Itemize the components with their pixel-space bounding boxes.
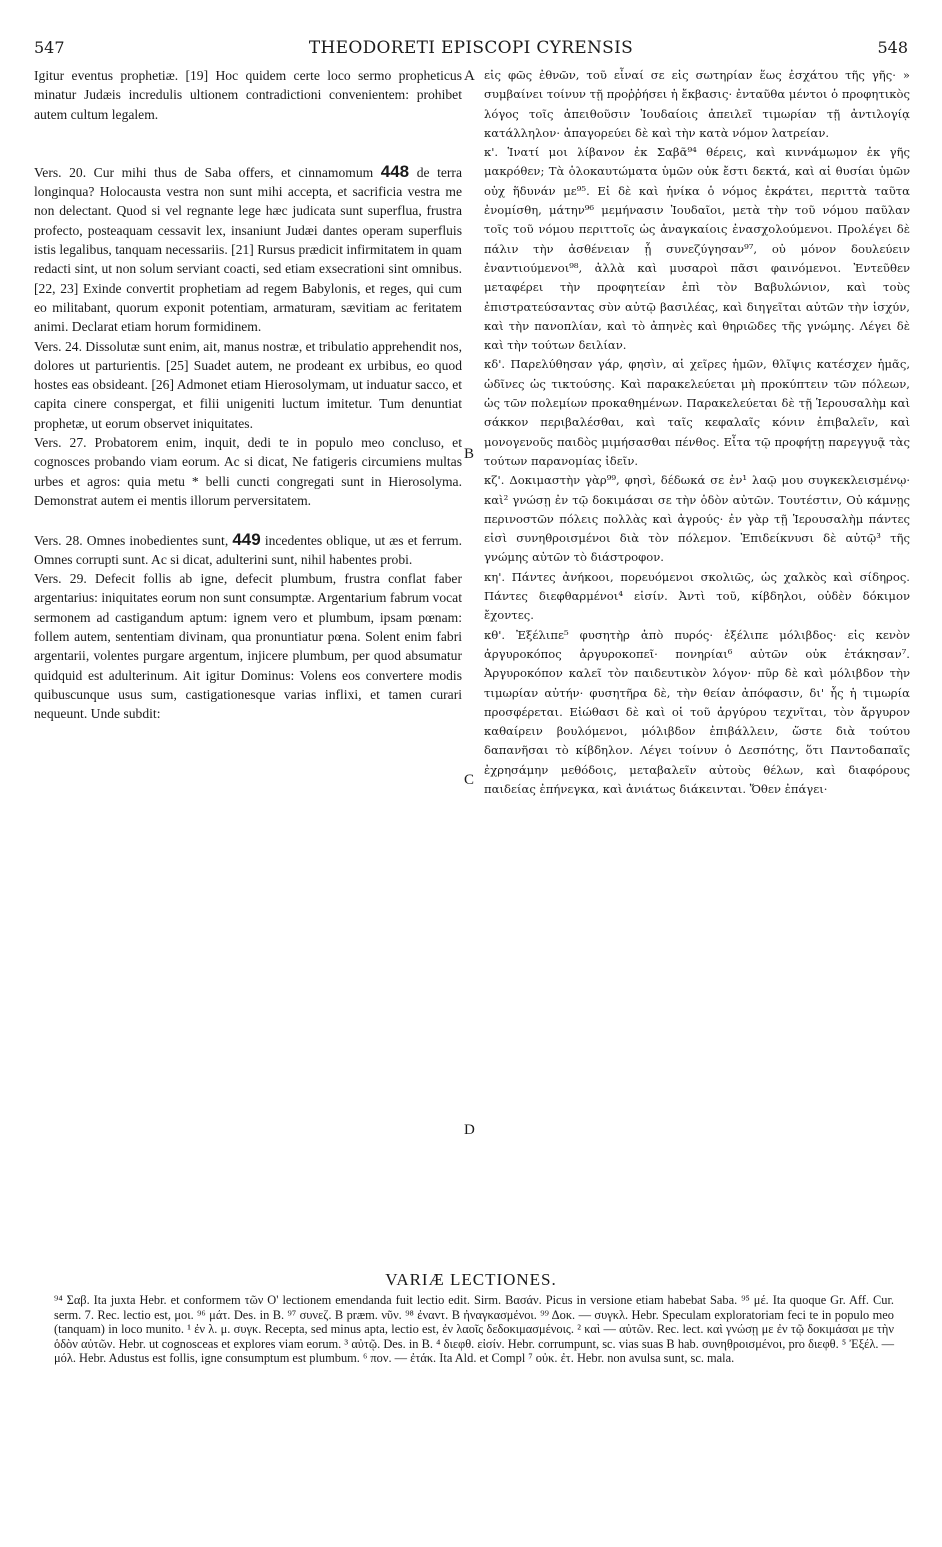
latin-column <box>34 66 462 724</box>
running-title: THEODORETI EPISCOPI CYRENSIS <box>308 38 634 58</box>
latin-paragraph: Vers. 24. Dissolutæ sunt enim, ait, manus nostræ, et tribulatio apprehendit nos, dolores ut parturientis. [25] Suadet autem, ne prodeant ex urbibus, eo quod hostes eas obsideant. [26] Admonet etiam Hierosolymam, ut induatur sacco, et capita cinere conspergat, et filii unigeniti luctum imitetur. Tum denuntiat prophetæ, ut eorum observet iniquitates. <box>34 338 462 431</box>
greek-paragraph: κζ'. Δοκιμαστὴν γὰρ⁹⁹, φησὶ, δέδωκά σε ἐν¹ λαῷ μου συγκεκλεισμένῳ· καὶ² γνώσῃ ἐν τῷ δοκιμάσαι σε τὴν ὁδὸν αὐτῶν. Τουτέστιν, Οὐ κάμνῃς περινοστῶν πόλεις πολλὰς καὶ ἀγρούς· ἐν γὰρ τῇ Ἱερουσαλὴμ πάντες εἰσὶ συνηθροισμένοι διὰ τὸν πόλεμον. Ἐπιδείκνυσι δὲ αὐτῷ³ τῆς γνώμης αὐτῶν τὸ διάστροφον. <box>484 473 910 565</box>
latin-paragraph: Vers. 27. Probatorem enim, inquit, dedi te in populo meo concluso, et cognosces probando viam eorum. Ac si dicat, Ne fatigeris circumiens multas urbes et agros: quia metu * belli cuncti congregati sunt in Hierosolyma. Demonstrat autem ei mentis illorum perversitatem. <box>34 435 462 508</box>
variae-lectiones-title: VARIÆ LECTIONES. <box>385 1270 557 1289</box>
latin-paragraph: Vers. 29. Defecit follis ab igne, defecit plumbum, frustra conflat faber argentarius: iniquitates eorum non sunt consumptæ. Argentarium fabrum vocat sermonem ad castigandum aptum: ignem vero et plumbum, ipsam pœnam: follem autem, sententiam divinam, qua pronuntiatur pœna. Solent enim fabri argentarii, volentes purgare argentum, injicere plumbum, per quod absumatur quidquid est adulterinum. Ait igitur Dominus: Volens eos convertere modis quibuscunque usus sum, castigationesque varias inflixi, et tamen curari nequeunt. Unde subdit: <box>34 571 462 722</box>
page-marker: 448 <box>380 161 410 181</box>
greek-paragraph: κη'. Πάντες ἀνήκοοι, πορευόμενοι σκολιῶς, ὡς χαλκὸς καὶ σίδηρος. Πάντες διεφθαρμένοι⁴ εἰσίν. Ἀντὶ τοῦ, κίβδηλοι, οὐδὲν δόκιμον ἔχοντες. <box>484 569 910 623</box>
latin-paragraph: Vers. 20. Cur mihi thus de Saba offers, et cinnamomum 448 de terra longinqua? Holocausta vestra non sunt mihi accepta, et sacrificia vestra me non delectant. Quod si vel regnante lege hæc judicata sunt superflua, frustra profecto, posteaquam cessavit lex, insaniunt Judæi dantes operam superfluis istis legalibus, tanquam necessariis. [21] Rursus prædicit infirmitatem in quam redacti sint, ut non solum serviant coacti, sed etiam exsecrationi sint omnibus. [22, 23] Exinde convertit prophetiam ad regem Babylonis, et reges, qui cum eo militabant, quorum exponit potentiam, armaturam, sævitiam ac feritatem animi. Declarat etiam horum formidinem. <box>34 161 462 335</box>
page-number-right: 548 <box>877 38 908 57</box>
greek-paragraph: κδ'. Παρελύθησαν γάρ, φησὶν, αἱ χεῖρες ἡμῶν, θλῖψις κατέσχεν ἡμᾶς, ὠδῖνες ὡς τικτούσης. Καὶ παρακελεύεται μὴ προκύπτειν τῶν πόλεων, ὡς τῶν πολεμίων προκαθημένων. Παρακελεύεται δὲ τῇ Ἱερουσαλὴμ καὶ σάκκον περιβαλέσθαι, καὶ ταῖς κεφαλαῖς κόνιν ἐπιβαλεῖν, καὶ μονογενοῦς παιδὸς μιμήσασθαι πένθος. Εἶτα τῷ προφήτῃ παρεγγυᾷ τὰς τούτων παρανομίας ἰδεῖν. <box>484 357 910 468</box>
margin-letter-a: A <box>464 68 475 84</box>
greek-paragraph: εἰς φῶς ἐθνῶν, τοῦ εἶναί σε εἰς σωτηρίαν ἕως ἐσχάτου τῆς γῆς· » συμβαίνει τοίνυν τῇ προῤῥήσει ἡ ἔκβασις· ἐνταῦθα μέντοι ὁ προφητικὸς λόγος τοῖς ἀπειθοῦσιν Ἰουδαίοις ἀπειλεῖ τιμωρίαν τῇ ἀντιλογίᾳ κατάλληλον· ἀπαγορεύει δὲ καὶ τὴν κατὰ νόμον λατρείαν. <box>484 68 910 140</box>
page-number-left: 547 <box>34 38 65 57</box>
greek-column <box>484 66 910 799</box>
margin-letter-b: B <box>464 446 475 462</box>
margin-letter-c: C <box>464 772 475 788</box>
page-header <box>34 38 908 62</box>
latin-paragraph: Vers. 28. Omnes inobedientes sunt, 449 incedentes oblique, ut æs et ferrum. Omnes corrupti sunt. Ac si dicat, adulterini sunt, nihil habentes probi. <box>34 529 462 567</box>
greek-paragraph: κ'. Ἱνατί μοι λίβανον ἐκ Σαβᾶ⁹⁴ θέρεις, καὶ κιννάμωμον ἐκ γῆς μακρόθεν; Τὰ ὁλοκαυτώματα ὑμῶν οὐκ ἔστι δεκτά, καὶ αἱ θυσίαι ὑμῶν οὐχ ἥδυνάν με⁹⁵. Εἰ δὲ καὶ ἡνίκα ὁ νόμος ἐκράτει, περιττὰ ταῦτα ἐνομίσθη, μάτην⁹⁶ μεμήνασιν Ἰουδαῖοι, μετὰ τὴν τοῦ νόμου παῦλαν τοῖς τοῦ νόμου περιττοῖς ὡς ἀναγκαίοις ἐνασχολούμενοι. Προλέγει δὲ πάλιν τὴν ἀσθένειαν ᾗ συνεζύγησαν⁹⁷, οὐ μόνον δουλεύειν ἐναντιούμενοι⁹⁸, ἀλλὰ καὶ μυσαροὶ πᾶσι φαινόμενοι. Ἐντεῦθεν μεταφέρει τὴν προφητείαν ἐπὶ τὸν Βαβυλώνιον, καὶ τοὺς ἐπιστρατεύσαντας σὺν αὐτῷ βασιλέας, καὶ διηγεῖται αὐτῶν τὴν ἰσχύν, καὶ τὴν πανοπλίαν, καὶ τὸ ἀπηνὲς καὶ θηριῶδες τῆς γνώμης. Λέγει δὲ καὶ τὴν τούτων δειλίαν. <box>484 145 910 353</box>
greek-paragraph: κθ'. Ἐξέλιπε⁵ φυσητὴρ ἀπὸ πυρός· ἐξέλιπε μόλιβδος· εἰς κενὸν ἀργυροκόπος ἀργυροκοπεῖ· πονηρίαι⁶ αὐτῶν οὐκ ἐτάκησαν⁷. Ἀργυροκόπον καλεῖ τὸν παιδευτικὸν λόγον· πῦρ δὲ καὶ μόλιβδον τὴν τιμωρίαν αὐτήν· φυσητῆρα δὲ, τὴν θείαν ἀπόφασιν, δι' ἧς ἡ τιμωρία προσφέρεται. Εἰώθασι δὲ καὶ οἱ τοῦ ἀργύρου τεχνῖται, τὸν ἄργυρον καθαίρειν βουλόμενοι, μόλιβδον ἐπιβάλλειν, ὥστε διὰ τούτου δαπανῆσαι τὸ κίβδηλον. Λέγει τοίνυν ὁ Δεσπότης, ὅτι Παντοδαπαῖς ἐχρησάμην μεθόδοις, μεταβαλεῖν αὐτοὺς θέλων, καὶ διαφόρους παιδείας ἐπήνεγκα, καὶ ἀνιάτως διάκεινται. Ὅθεν ἐπάγει· <box>484 627 910 796</box>
variae-lectiones-notes: ⁹⁴ Σαβ. Ita juxta Hebr. et conformem τῶν Ο' lectionem emendanda fuit lectio edit. Sirm. Βασάν. Picus in versione etiam habebat Saba. ⁹⁵ μέ. Ita quoque Gr. Aff. Cur. serm. 7. Rec. lectio est, μοι. ⁹⁶ μάτ. Des. in B. ⁹⁷ συνεζ. B præm. νῦν. ⁹⁸ ἐναντ. B ἠναγκασμένοι. ⁹⁹ Δοκ. — συγκλ. Hebr. Speculam exploratoriam feci te in populo meo (tanquam) in loco munito. ¹ ἐν λ. μ. συγκ. Recepta, sed minus apta, lectio est, ἐν λαοῖς δεδοκιμασμένοις. ² καὶ — αὐτῶν. Rec. lect. καὶ γνώσῃ με ἐν τῷ δοκιμάσαι με τὴν ὁδὸν αὐτῶν. Hebr. ut cognosceas et explores viam eorum. ³ αὐτῷ. Des. in B. ⁴ διεφθ. εἰσίν. Hebr. corrumpunt, sc. vias suas B hab. συνηθροισμένοι, pro διεφθ. ⁵ Ἐξέλ. — μόλ. Hebr. Adustus est follis, igne consumptum est plumbum. ⁶ πον. — ἐτάκ. Ita Ald. et Compl ⁷ οὐκ. ἐτ. Hebr. non avulsa sunt, sc. mala. <box>54 1293 894 1366</box>
margin-letter-d: D <box>464 1122 475 1138</box>
page-marker: 449 <box>232 529 261 549</box>
latin-paragraph: Igitur eventus prophetiæ. [19] Hoc quidem certe loco sermo propheticus minatur Judæis incredulis ultionem contradictioni convenientem: prohibet autem cultum legalem. <box>34 68 462 122</box>
